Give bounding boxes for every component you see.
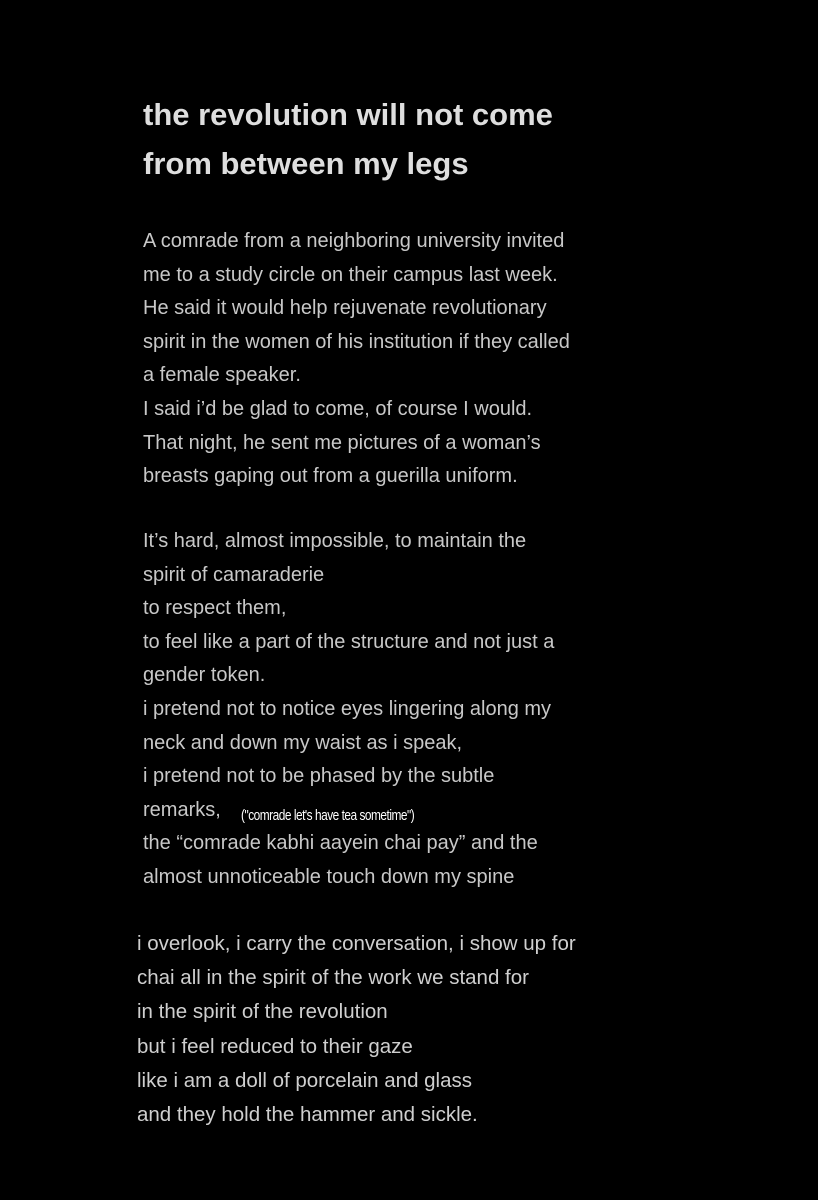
stanza-1	[143, 225, 570, 494]
poem-line: me to a study circle on their campus last week.	[143, 263, 558, 286]
poem-line: I said i’d be glad to come, of course I would.	[143, 397, 533, 420]
poem-line: That night, he sent me pictures of a woman’s	[143, 431, 541, 454]
poem-line: to respect them,	[143, 597, 287, 620]
poem-line: a female speaker.	[143, 364, 301, 387]
poem-line: breasts gaping out from a guerilla uniform.	[143, 465, 518, 488]
poem-line: He said it would help rejuvenate revolutionary	[143, 297, 547, 320]
poem-line: i pretend not to notice eyes lingering along my	[143, 697, 552, 720]
stanza-2	[143, 525, 554, 895]
poem-line: but i feel reduced to their gaze	[137, 1034, 413, 1058]
poem-line: neck and down my waist as i speak,	[143, 731, 463, 754]
poem-line: to feel like a part of the structure and not just a	[143, 630, 555, 653]
title-line: from between my legs	[143, 146, 469, 181]
poem-line: in the spirit of the revolution	[137, 1000, 388, 1024]
poem-line: the “comrade kabhi aayein chai pay” and the	[143, 832, 538, 855]
poem-title	[143, 90, 783, 188]
poem-line: spirit in the women of his institution if they called	[143, 330, 570, 353]
poem-line: i pretend not to be phased by the subtle	[143, 765, 495, 788]
poem-line: like i am a doll of porcelain and glass	[137, 1068, 473, 1092]
poem-line: remarks,	[143, 798, 221, 821]
translation-annotation: ("comrade let's have tea sometime")	[241, 808, 415, 824]
poem-line: gender token.	[143, 664, 266, 687]
poem-line: A comrade from a neighboring university invited	[143, 230, 565, 252]
poem-line: spirit of camaraderie	[143, 563, 325, 586]
poem-line: chai all in the spirit of the work we stand for	[137, 966, 529, 990]
poem-line: It’s hard, almost impossible, to maintain the	[143, 530, 527, 552]
title-line: the revolution will not come	[143, 97, 553, 132]
stanza-3	[137, 927, 576, 1132]
poem-line: and they hold the hammer and sickle.	[137, 1103, 478, 1127]
poem-line: almost unnoticeable touch down my spine	[143, 865, 515, 888]
poem-line: i overlook, i carry the conversation, i show up for	[137, 932, 576, 955]
